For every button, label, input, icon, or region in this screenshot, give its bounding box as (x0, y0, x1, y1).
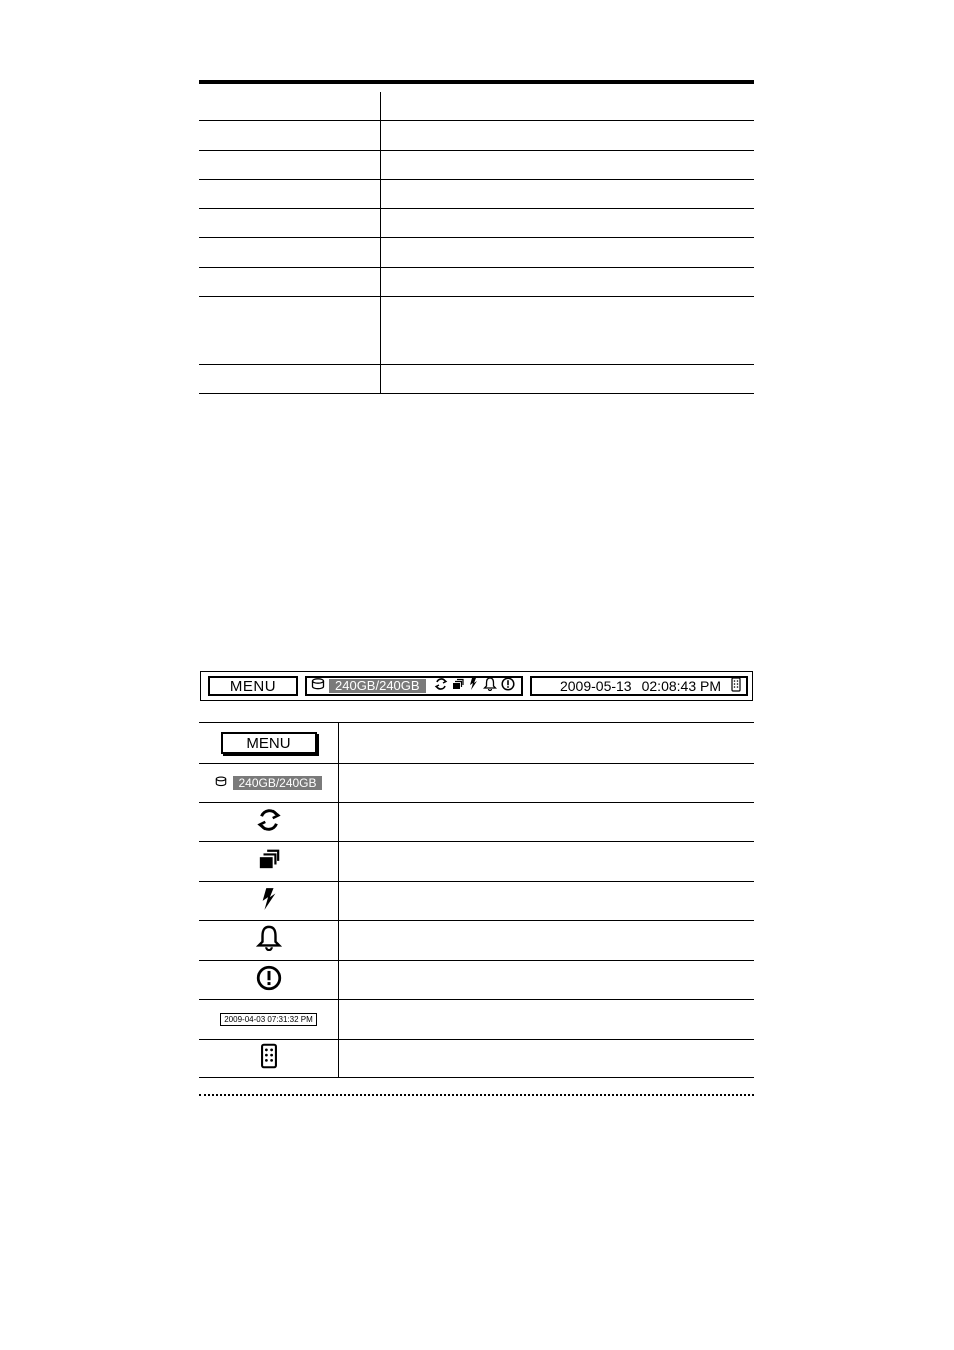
table-row (199, 84, 754, 121)
exclamation-circle-icon (256, 965, 282, 996)
menu-button-label: MENU (246, 734, 291, 752)
exclamation-circle-icon (501, 677, 515, 696)
legend-cell-hdd (199, 764, 338, 802)
legend-cell-remote (199, 1040, 338, 1077)
menu-button-label: MENU (229, 677, 277, 695)
datetime-display (530, 676, 748, 696)
table-row (199, 268, 754, 297)
legend-cell-datetime (199, 1000, 338, 1039)
status-icons-box (305, 676, 523, 696)
table-row (199, 180, 754, 209)
table-row (199, 209, 754, 238)
window-stack-icon (452, 677, 464, 695)
legend-cell-exclamation (199, 961, 338, 999)
table-row (199, 151, 754, 180)
status-time: 02:08:43 PM (641, 678, 721, 694)
remote-control-icon (260, 1043, 278, 1074)
table-row (199, 297, 754, 365)
table-row (199, 121, 754, 151)
menu-button[interactable] (208, 676, 298, 696)
recycle-icon (434, 677, 448, 696)
status-bar (200, 671, 753, 701)
lightning-icon (468, 677, 479, 696)
menu-button[interactable] (221, 732, 317, 754)
hdd-capacity: 240GB/240GB (329, 679, 426, 693)
table-row (199, 238, 754, 268)
legend-cell-menu (199, 723, 338, 763)
table-column-divider (380, 92, 381, 394)
bell-icon (256, 925, 282, 956)
hdd-status (215, 774, 321, 792)
recycle-icon (256, 807, 282, 838)
status-date: 2009-05-13 (559, 678, 632, 694)
bell-icon (483, 677, 497, 696)
legend-cell-recycle (199, 803, 338, 841)
legend-cell-lightning (199, 882, 338, 920)
hdd-capacity: 240GB/240GB (233, 776, 321, 790)
legend-cell-window-stack (199, 842, 338, 881)
legend-cell-bell (199, 921, 338, 960)
hdd-icon (215, 774, 227, 792)
datetime-display: 2009-04-03 07:31:32 PM (220, 1013, 317, 1026)
lightning-icon (259, 886, 279, 917)
table-row (199, 365, 754, 394)
remote-control-icon (731, 677, 741, 695)
window-stack-icon (258, 848, 280, 875)
bottom-dotted-rule (199, 1094, 754, 1096)
hdd-icon (311, 677, 325, 695)
table-column-divider (338, 723, 339, 1077)
